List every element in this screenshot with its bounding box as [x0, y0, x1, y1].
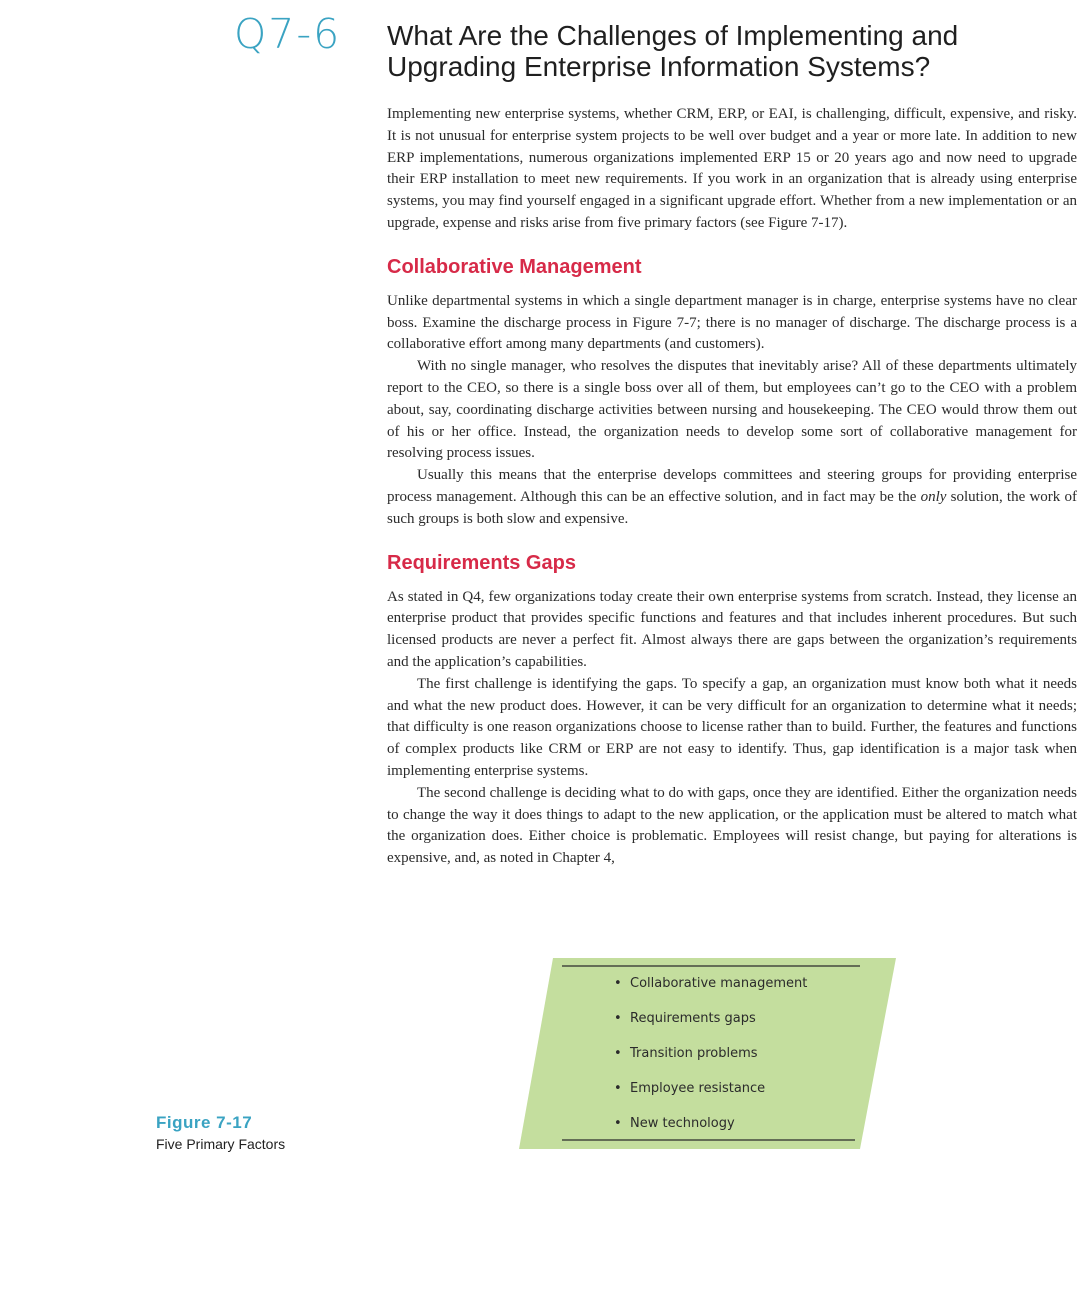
- collab-paragraph-1: Unlike departmental systems in which a single department manager is in charge, enterprise systems have no clear boss. Examine the discharge process in Figure 7-7; there is no manager of discharge. The discharge process is a collaborative effort among many departments (and customers).: [387, 292, 1077, 353]
- intro-paragraph: Implementing new enterprise systems, whether CRM, ERP, or EAI, is challenging, difficult, expensive, and risky. It is not unusual for enterprise system projects to be well over budget and a year or more late. In addition to new ERP implementations, numerous organizations implemented ERP 15 or 20 years ago and now need to upgrade their ERP installation to meet new requirements. If you work in an organization that is already using enterprise systems, you may find yourself engaged in a significant upgrade effort. Whether from a new implementation or an upgrade, expense and risks arise from five primary factors (see Figure 7-17).: [387, 106, 1077, 231]
- figure-subtitle: Five Primary Factors: [156, 1136, 286, 1152]
- figure-caption: [156, 1112, 285, 1154]
- collab-paragraph-3-end: solution, the work of such groups is both slow and expensive.: [387, 488, 1077, 527]
- reqs-paragraph-1: As stated in Q4, few organizations today create their own enterprise systems from scratch. Instead, they license an enterprise product that provides specific functions and features and that includes inherent procedures. But such licensed products are never a perfect fit. Almost always there are gaps between the organization’s requirements and the application’s capabilities.: [387, 588, 1077, 670]
- collaborative-management-heading: Collaborative Management: [387, 255, 642, 278]
- factor-item: • Transition problems: [614, 1046, 758, 1061]
- factor-item: • Collaborative management: [614, 976, 808, 991]
- collab-paragraph-2: With no single manager, who resolves the disputes that inevitably arise? All of these departments ultimately report to the CEO, so there is a single boss over all of them, but employees can’t go to the CEO with a problem about, say, coordinating discharge activities between nursing and housekeeping. The CEO would throw them out of his or her office. Instead, the organization needs to develop some sort of collaborative management for resolving process issues.: [387, 358, 1077, 462]
- factor-item: • Requirements gaps: [614, 1011, 756, 1026]
- reqs-paragraph-2: The first challenge is identifying the gaps. To specify a gap, an organization must know both what it needs and what the new product does. However, it can be very difficult for an organization to determine what it needs; that difficulty is one reason organizations choose to license rather than to build. Further, the features and functions of complex products like CRM or ERP are not easy to identify. Thus, gap identification is a major task when implementing enterprise systems.: [387, 675, 1077, 779]
- factor-item: • New technology: [614, 1116, 735, 1131]
- section-title-line-1: What Are the Challenges of Implementing and: [387, 20, 959, 51]
- section-title-line-2: Upgrading Enterprise Information Systems?: [387, 51, 931, 82]
- requirements-gaps-heading: Requirements Gaps: [387, 551, 576, 574]
- emphasis-only: only: [920, 488, 947, 505]
- figure-label: Figure 7-17: [156, 1113, 253, 1132]
- section-number: Q7-6: [234, 10, 342, 58]
- factor-item: • Employee resistance: [614, 1081, 766, 1096]
- collab-paragraph-3-start: Usually this means that the enterprise develops committees and steering groups for providing enterprise process management. Although this can be an effective solution, and in fact may be the: [387, 467, 1077, 505]
- factor-list: [614, 970, 807, 1145]
- reqs-paragraph-3: The second challenge is deciding what to do with gaps, once they are identified. Either the organization needs to change the way it does things to adapt to the new application, or the application must be altered to match what the organization does. Either choice is problematic. Employees will resist change, but paying for alterations is expensive, and, as noted in Chapter 4,: [387, 784, 1077, 867]
